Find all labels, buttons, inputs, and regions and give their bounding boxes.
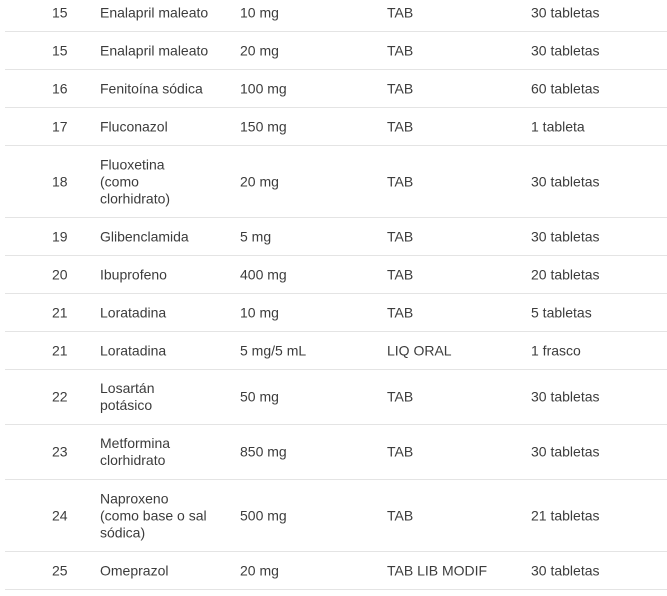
- table-row: [5, 32, 667, 70]
- medication-name: Fenitoína sódica: [100, 80, 203, 96]
- concentration: 20 mg: [240, 562, 279, 578]
- table-row: [5, 480, 667, 552]
- medication-name: Loratadina: [100, 342, 167, 358]
- row-number: 16: [52, 80, 68, 96]
- row-number: 21: [52, 304, 68, 320]
- medication-table: [5, 0, 667, 590]
- concentration: 150 mg: [240, 118, 287, 134]
- concentration: 100 mg: [240, 80, 287, 96]
- quantity: 30 tabletas: [531, 173, 600, 189]
- row-number: 15: [52, 4, 68, 20]
- quantity: 60 tabletas: [531, 80, 600, 96]
- table-row: [5, 108, 667, 146]
- row-number: 21: [52, 342, 68, 358]
- row-number: 17: [52, 118, 68, 134]
- quantity: 20 tabletas: [531, 266, 600, 282]
- concentration: 500 mg: [240, 507, 287, 523]
- quantity: 5 tabletas: [531, 304, 592, 320]
- pharmaceutical-form: TAB: [387, 4, 414, 20]
- row-number: 24: [52, 507, 68, 523]
- pharmaceutical-form: TAB: [387, 173, 414, 189]
- pharmaceutical-form: TAB: [387, 118, 414, 134]
- quantity: 30 tabletas: [531, 562, 600, 578]
- row-number: 19: [52, 228, 68, 244]
- table-row: [5, 70, 667, 108]
- concentration: 5 mg/5 mL: [240, 342, 307, 358]
- pharmaceutical-form: TAB: [387, 80, 414, 96]
- pharmaceutical-form: TAB: [387, 388, 414, 405]
- pharmaceutical-form: TAB: [387, 443, 414, 460]
- quantity: 30 tabletas: [531, 4, 600, 20]
- pharmaceutical-form: TAB: [387, 42, 414, 58]
- concentration: 50 mg: [240, 388, 279, 405]
- concentration: 20 mg: [240, 173, 279, 189]
- concentration: 400 mg: [240, 266, 287, 282]
- quantity: 1 tableta: [531, 118, 585, 134]
- medication-name: Ibuprofeno: [100, 266, 167, 282]
- quantity: 30 tabletas: [531, 388, 600, 405]
- table-row: [5, 256, 667, 294]
- concentration: 10 mg: [240, 4, 279, 20]
- table-row: [5, 425, 667, 480]
- table-row: [5, 146, 667, 218]
- quantity: 30 tabletas: [531, 228, 600, 244]
- table-row: [5, 552, 667, 590]
- row-number: 20: [52, 266, 68, 282]
- concentration: 850 mg: [240, 443, 287, 460]
- concentration: 20 mg: [240, 42, 279, 58]
- pharmaceutical-form: TAB: [387, 304, 414, 320]
- table-row: [5, 294, 667, 332]
- quantity: 30 tabletas: [531, 42, 600, 58]
- pharmaceutical-form: TAB: [387, 507, 414, 523]
- pharmaceutical-form: LIQ ORAL: [387, 342, 452, 358]
- pharmaceutical-form: TAB: [387, 228, 414, 244]
- quantity: 1 frasco: [531, 342, 581, 358]
- medication-name: Fluoxetina (como clorhidrato): [100, 156, 171, 206]
- row-number: 18: [52, 173, 68, 189]
- medication-name: Metformina clorhidrato: [100, 435, 171, 468]
- row-number: 23: [52, 443, 68, 460]
- pharmaceutical-form: TAB: [387, 266, 414, 282]
- medication-name: Enalapril maleato: [100, 42, 209, 58]
- quantity: 30 tabletas: [531, 443, 600, 460]
- medication-name: Fluconazol: [100, 118, 168, 134]
- concentration: 5 mg: [240, 228, 272, 244]
- quantity: 21 tabletas: [531, 507, 600, 523]
- medication-name: Enalapril maleato: [100, 4, 209, 20]
- table-row: [5, 218, 667, 256]
- row-number: 15: [52, 42, 68, 58]
- table-row: [5, 370, 667, 425]
- medication-name: Omeprazol: [100, 562, 169, 578]
- medication-name: Naproxeno (como base o sal sódica): [100, 490, 207, 540]
- table-row: [5, 332, 667, 370]
- medication-name: Loratadina: [100, 304, 167, 320]
- medication-name: Losartán potásico: [100, 380, 155, 413]
- row-number: 22: [52, 388, 68, 405]
- row-number: 25: [52, 562, 68, 578]
- medication-name: Glibenclamida: [100, 228, 189, 244]
- pharmaceutical-form: TAB LIB MODIF: [387, 562, 488, 578]
- table-row: [5, 0, 667, 32]
- concentration: 10 mg: [240, 304, 279, 320]
